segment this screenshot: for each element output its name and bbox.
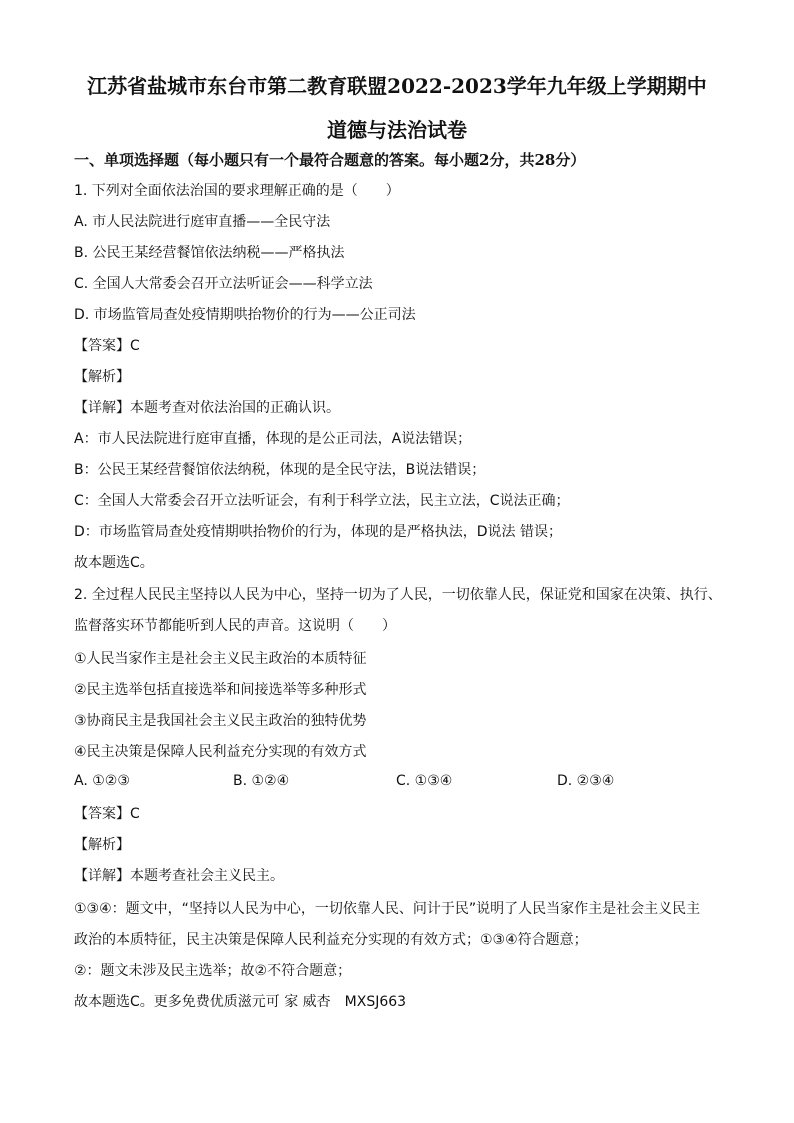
q1-answer: 【答案】C	[74, 338, 140, 354]
q2-option-c: C. ①③④	[396, 773, 453, 789]
q2-option-d: D. ②③④	[557, 773, 615, 789]
q2-statement-2: ②民主选举包括直接选举和间接选举等多种形式	[74, 682, 367, 698]
q1-option-c: C. 全国人大常委会召开立法听证会——科学立法	[74, 276, 373, 292]
q1-analysis-label: 【解析】	[74, 369, 130, 385]
section-heading: 一、单项选择题（每小题只有一个最符合题意的答案。每小题2分，共28分）	[74, 151, 586, 169]
q2-explanation-line1: ①③④：题文中，“坚持以人民为中心，一切依靠人民、问计于民”说明了人民当家作主是社会主义民主	[74, 901, 701, 917]
q2-conclusion: 故本题选C。更多免费优质滋元可 家 威杏 MXSJ663	[74, 994, 407, 1010]
q2-stem-line1: 2. 全过程人民民主坚持以人民为中心，坚持一切为了人民，一切依靠人民，保证党和国家在决策、执行、	[74, 587, 722, 603]
q2-stem-line2: 监督落实环节都能听到人民的声音。这说明（ ）	[74, 618, 396, 634]
q2-explanation-line3: ②：题文未涉及民主选举；故②不符合题意；	[74, 963, 352, 979]
exam-title-line1: 江苏省盐城市东台市第二教育联盟2022-2023学年九年级上学期期中	[87, 74, 707, 98]
q2-explanation-line2: 政治的本质特征，民主决策是保障人民利益充分实现的有效方式；①③④符合题意；	[74, 932, 588, 948]
q2-analysis-label: 【解析】	[74, 837, 130, 853]
q2-statement-1: ①人民当家作主是社会主义民主政治的本质特征	[74, 651, 367, 667]
q2-statement-3: ③协商民主是我国社会主义民主政治的独特优势	[74, 713, 367, 729]
q1-detail: 【详解】本题考查对依法治国的正确认识。	[74, 400, 340, 416]
q1-explanation-c: C：全国人大常委会召开立法听证会，有利于科学立法，民主立法，C说法正确；	[74, 493, 570, 509]
q1-explanation-a: A：市人民法院进行庭审直播，体现的是公正司法，A说法错误；	[74, 431, 472, 447]
q1-option-b: B. 公民王某经营餐馆依法纳税——严格执法	[74, 245, 345, 261]
q2-detail: 【详解】本题考查社会主义民主。	[74, 868, 284, 884]
q1-stem: 1. 下列对全面依法治国的要求理解正确的是（ ）	[74, 183, 400, 199]
q2-option-b: B. ①②④	[233, 773, 290, 789]
q2-answer: 【答案】C	[74, 806, 140, 822]
q2-statement-4: ④民主决策是保障人民利益充分实现的有效方式	[74, 744, 367, 760]
q1-conclusion: 故本题选C。	[74, 555, 154, 571]
exam-title-line2: 道德与法治试卷	[327, 118, 467, 142]
q2-option-a: A. ①②③	[74, 773, 130, 789]
q1-option-a: A. 市人民法院进行庭审直播——全民守法	[74, 214, 331, 230]
q1-explanation-d: D：市场监管局查处疫情期哄抬物价的行为，体现的是严格执法，D说法 错误；	[74, 524, 563, 540]
q1-option-d: D. 市场监管局查处疫情期哄抬物价的行为——公正司法	[74, 307, 416, 323]
q1-explanation-b: B：公民王某经营餐馆依法纳税，体现的是全民守法，B说法错误；	[74, 462, 486, 478]
